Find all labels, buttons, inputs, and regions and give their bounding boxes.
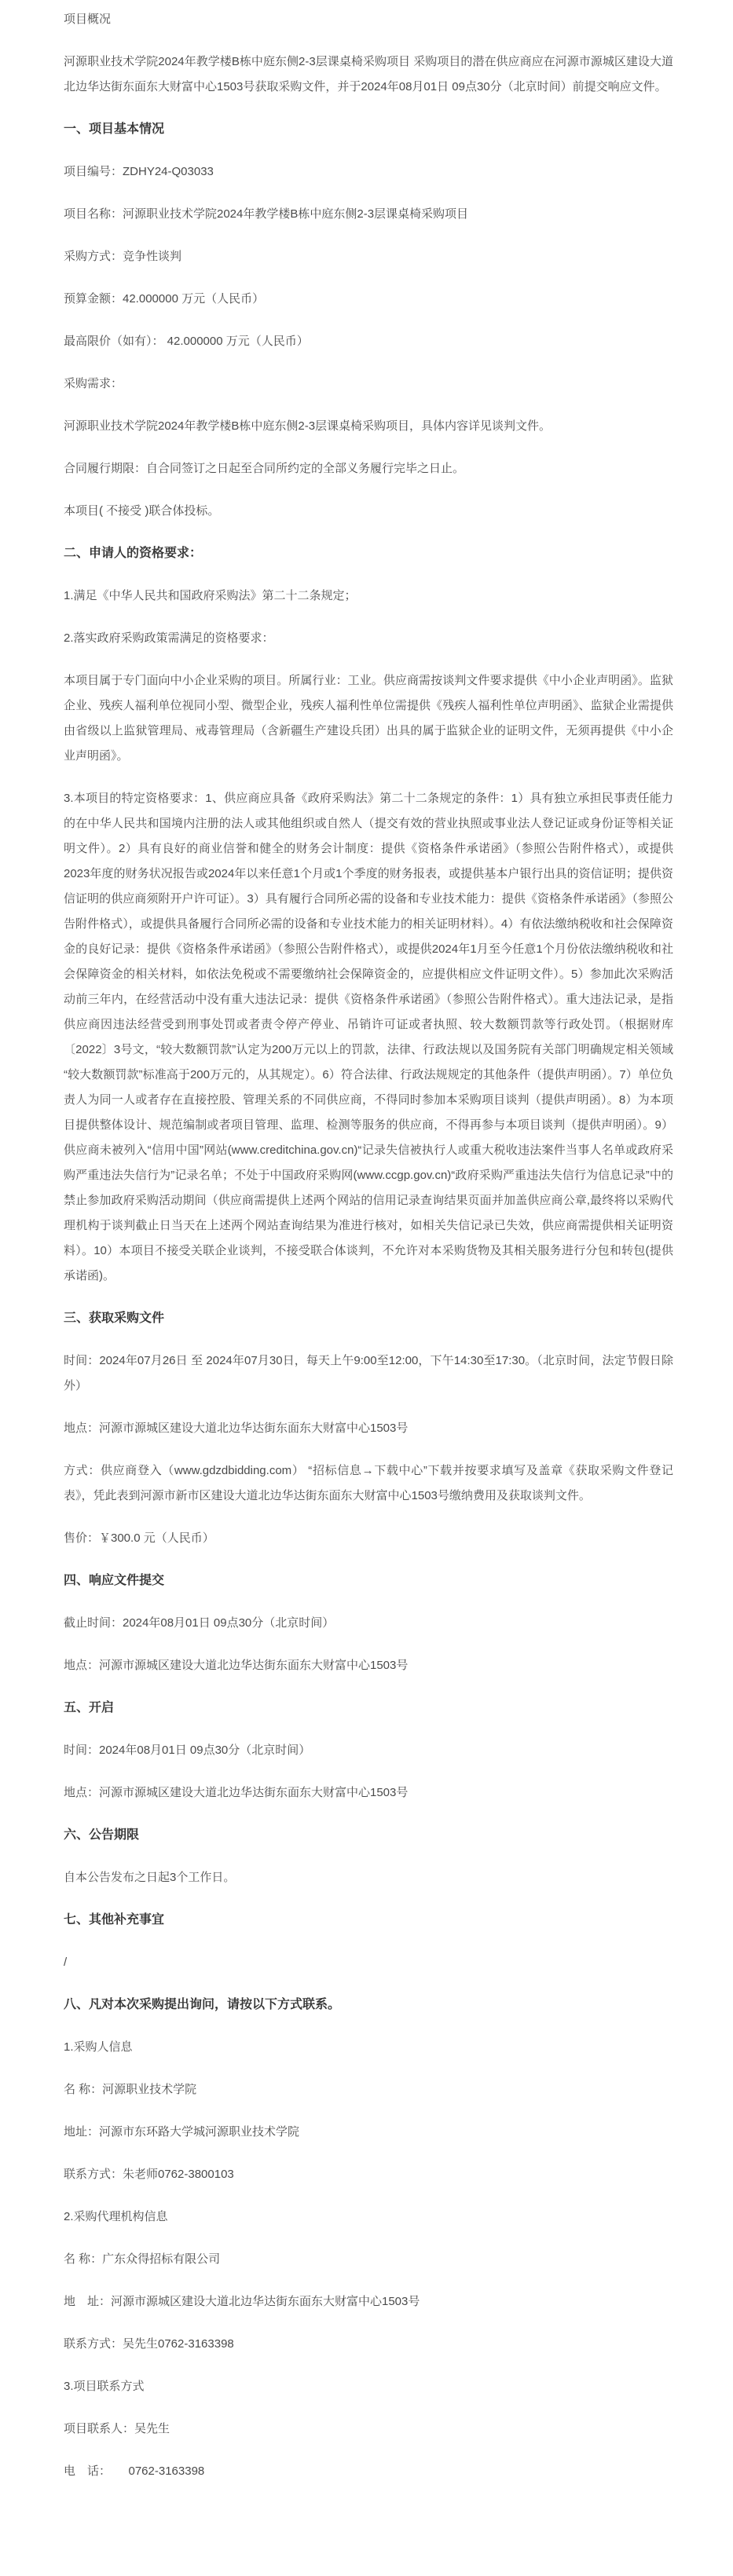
paragraph: 2.落实政府采购政策需满足的资格要求： xyxy=(64,631,274,645)
project-overview-intro: 河源职业技术学院2024年教学楼B栋中庭东侧2-3层课桌椅采购项目 采购项目的潜在供应商应在河源市源城区建设大道北边华达街东面东大财富中心1503号获取采购文件，并于2024年08月01日 09点30分（北京时间）前提交响应文件。 xyxy=(64,55,673,93)
section xyxy=(64,1306,673,1551)
paragraph: 项目联系人：吴先生 xyxy=(64,2422,170,2435)
paragraph: 本项目( 不接受 )联合体投标。 xyxy=(64,504,220,518)
page-title: 项目概况 xyxy=(64,13,112,26)
section-heading: 四、响应文件提交 xyxy=(64,1574,165,1587)
paragraph: 采购需求： xyxy=(64,377,123,390)
section xyxy=(64,1823,673,1890)
paragraph: 本项目属于专门面向中小企业采购的项目。所属行业：工业。供应商需按谈判文件要求提供《中小企业声明函》。监狱企业、残疾人福利单位视同小型、微型企业，残疾人福利性单位需提供《残疾人福利性单位声明函》、监狱企业需提供由省级以上监狱管理局、戒毒管理局（含新疆生产建设兵团）出具的属于监狱企业的证明文件，无须再提供《中小企业声明函》。 xyxy=(64,674,673,763)
paragraph: 地点：河源市源城区建设大道北边华达街东面东大财富中心1503号 xyxy=(64,1422,409,1435)
paragraph: 名 称：广东众得招标有限公司 xyxy=(64,2252,221,2266)
paragraph: 名 称：河源职业技术学院 xyxy=(64,2083,197,2096)
paragraph: 预算金额：42.000000 万元（人民币） xyxy=(64,292,265,306)
paragraph: 2.采购代理机构信息 xyxy=(64,2210,168,2223)
section-heading: 七、其他补充事宜 xyxy=(64,1913,165,1927)
paragraph: 1.满足《中华人民共和国政府采购法》第二十二条规定； xyxy=(64,589,357,602)
paragraph: 自本公告发布之日起3个工作日。 xyxy=(64,1871,236,1884)
paragraph: 地点：河源市源城区建设大道北边华达街东面东大财富中心1503号 xyxy=(64,1786,409,1799)
paragraph: / xyxy=(64,1956,68,1969)
paragraph: 联系方式：朱老师0762-3800103 xyxy=(64,2168,234,2181)
paragraph: 1.采购人信息 xyxy=(64,2040,133,2054)
paragraph: 联系方式：吴先生0762-3163398 xyxy=(64,2337,234,2351)
section xyxy=(64,541,673,1289)
paragraph: 地址：河源市东环路大学城河源职业技术学院 xyxy=(64,2125,300,2139)
paragraph: 售价：￥300.0 元（人民币） xyxy=(64,1531,214,1545)
section xyxy=(64,117,673,524)
paragraph: 截止时间：2024年08月01日 09点30分（北京时间） xyxy=(64,1616,335,1630)
paragraph: 方式：供应商登入（www.gdzdbidding.com） “招标信息→下载中心”下载并按要求填写及盖章《获取采购文件登记表》，凭此表到河源市新市区建设大道北边华达街东面东大财富中心1503号缴纳费用及获取谈判文件。 xyxy=(64,1464,673,1502)
paragraph: 3.项目联系方式 xyxy=(64,2380,145,2393)
section-heading: 五、开启 xyxy=(64,1701,115,1714)
paragraph: 时间：2024年08月01日 09点30分（北京时间） xyxy=(64,1744,311,1757)
section-heading: 三、获取采购文件 xyxy=(64,1312,165,1325)
section xyxy=(64,1568,673,1678)
paragraph: 地点：河源市源城区建设大道北边华达街东面东大财富中心1503号 xyxy=(64,1659,409,1672)
section xyxy=(64,1992,673,2484)
paragraph: 项目名称：河源职业技术学院2024年教学楼B栋中庭东侧2-3层课桌椅采购项目 xyxy=(64,207,469,221)
section xyxy=(64,1696,673,1806)
paragraph: 合同履行期限：自合同签订之日起至合同所约定的全部义务履行完毕之日止。 xyxy=(64,462,465,475)
section-heading: 一、项目基本情况 xyxy=(64,123,165,136)
paragraph: 3.本项目的特定资格要求：1、供应商应具备《政府采购法》第二十二条规定的条件：1）具有独立承担民事责任能力的在中华人民共和国境内注册的法人或其他组织或自然人（提交有效的营业执照或事业法人登记证或身份证等相关证明文件）。2）具有良好的商业信誉和健全的财务会计制度：提供《资格条件承诺函》（参照公告附件格式），或提供2023年度的财务状况报告或2024年以来任意1个月或1个季度的财务报表，或提供基本户银行出具的资信证明；提供资信证明的供应商须附开户许可证）。3）具有履行合同所必需的设备和专业技术能力：提供《资格条件承诺函》（参照公告附件格式），或提供具备履行合同所必需的设备和专业技术能力的相关证明材料）。4）有依法缴纳税收和社会保障资金的良好记录：提供《资格条件承诺函》（参照公告附件格式），或提供2024年1月至今任意1个月份依法缴纳税收和社会保障资金的相关材料，如依法免税或不需要缴纳社会保障资金的，应提供相应文件证明文件）。5）参加此次采购活动前三年内，在经营活动中没有重大违法记录：提供《资格条件承诺函》（参照公告附件格式）。重大违法记录，是指供应商因违法经营受到刑事处罚或者责令停产停业、吊销许可证或者执照、较大数额罚款等行政处罚。（根据财库〔2022〕3号文，“较大数额罚款”认定为200万元以上的罚款，法律、行政法规以及国务院有关部门明确规定相关领域“较大数额罚款”标准高于200万元的，从其规定）。6）符合法律、行政法规规定的其他条件（提供声明函）。7）单位负责人为同一人或者存在直接控股、管理关系的不同供应商，不得同时参加本采购项目谈判（提供声明函）。8）为本项目提供整体设计、规范编制或者项目管理、监理、检测等服务的供应商，不得再参与本项目谈判（提供声明函）。9）供应商未被列入“信用中国”网站(www.creditchina.gov.cn)“记录失信被执行人或重大税收违法案件当事人名单或政府采购严重违法失信行为”记录名单；不处于中国政府采购网(www.ccgp.gov.cn)“政府采购严重违法失信行为信息记录”中的禁止参加政府采购活动期间（供应商需提供上述两个网站的信用记录查询结果页面并加盖供应商公章,最终将以采购代理机构于谈判截止日当天在上述两个网站查询结果为准进行核对，如相关失信记录已失效，供应商需提供相关证明资料）。10）本项目不接受关联企业谈判，不接受联合体谈判，不允许对本采购货物及其相关服务进行分包和转包(提供承诺函)。 xyxy=(64,792,673,1283)
paragraph: 时间：2024年07月26日 至 2024年07月30日，每天上午9:00至12:00，下午14:30至17:30。（北京时间，法定节假日除外） xyxy=(64,1354,673,1392)
paragraph: 最高限价（如有）： 42.000000 万元（人民币） xyxy=(64,335,309,348)
paragraph: 电 话： 0762-3163398 xyxy=(64,2464,205,2478)
paragraph: 河源职业技术学院2024年教学楼B栋中庭东侧2-3层课桌椅采购项目，具体内容详见谈判文件。 xyxy=(64,419,552,433)
paragraph: 地 址：河源市源城区建设大道北边华达街东面东大财富中心1503号 xyxy=(64,2295,420,2308)
paragraph: 项目编号：ZDHY24-Q03033 xyxy=(64,165,214,178)
section-heading: 六、公告期限 xyxy=(64,1828,140,1842)
paragraph: 采购方式：竞争性谈判 xyxy=(64,250,182,263)
section xyxy=(64,1908,673,1975)
sections xyxy=(64,117,673,2484)
section-heading: 八、凡对本次采购提出询问，请按以下方式联系。 xyxy=(64,1998,341,2011)
section-heading: 二、申请人的资格要求： xyxy=(64,547,203,560)
